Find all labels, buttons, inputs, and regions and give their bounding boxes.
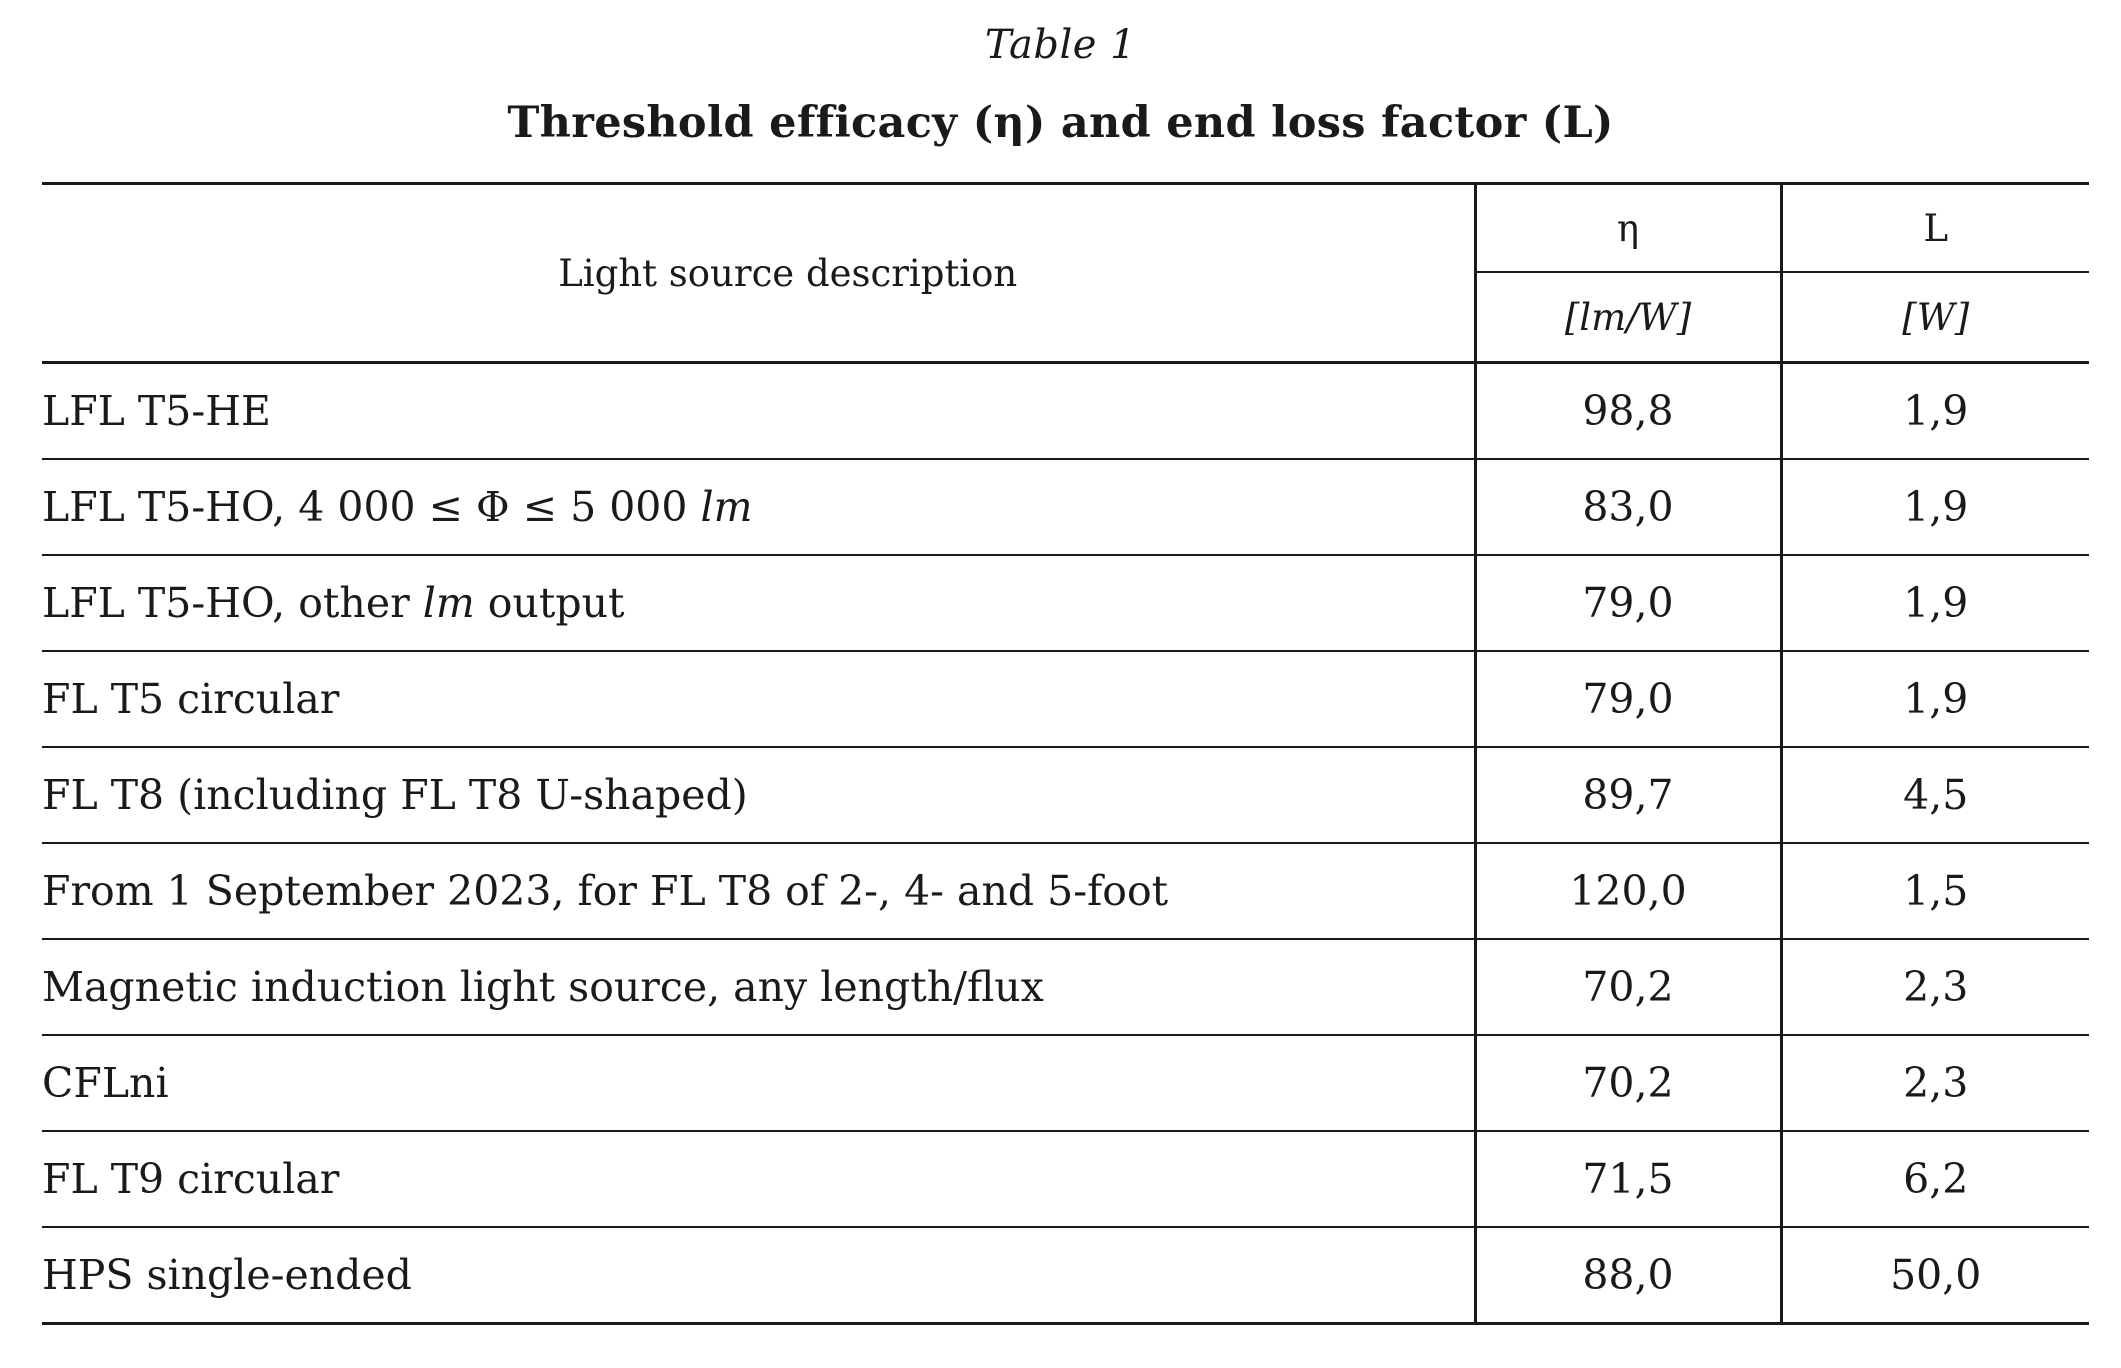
row-l-value: 1,9 xyxy=(1781,651,2089,747)
row-eta-value: 79,0 xyxy=(1475,651,1781,747)
row-eta-value: 79,0 xyxy=(1475,555,1781,651)
row-eta-value: 120,0 xyxy=(1475,843,1781,939)
row-description: From 1 September 2023, for FL T8 of 2-, 4- and 5-foot xyxy=(42,843,1475,939)
row-description-text: LFL T5-HO, 4 000 ≤ Φ ≤ 5 000 xyxy=(42,483,701,531)
row-eta-value: 89,7 xyxy=(1475,747,1781,843)
table-row xyxy=(42,459,2089,555)
header-eta-symbol: η xyxy=(1475,184,1781,273)
row-l-value: 1,9 xyxy=(1781,363,2089,460)
row-l-value: 1,9 xyxy=(1781,459,2089,555)
row-eta-value: 83,0 xyxy=(1475,459,1781,555)
row-l-value: 50,0 xyxy=(1781,1227,2089,1324)
table-row xyxy=(42,939,2089,1035)
table-row xyxy=(42,1227,2089,1324)
row-description-unit: lm xyxy=(700,483,753,531)
row-description: Magnetic induction light source, any length/flux xyxy=(42,939,1475,1035)
table-row xyxy=(42,363,2089,460)
table-row xyxy=(42,555,2089,651)
row-l-value: 4,5 xyxy=(1781,747,2089,843)
row-description-suffix: output xyxy=(474,579,625,627)
row-l-value: 1,9 xyxy=(1781,555,2089,651)
row-description xyxy=(42,555,1475,651)
header-description: Light source description xyxy=(42,184,1475,363)
row-eta-value: 70,2 xyxy=(1475,939,1781,1035)
table-number: Table 1 xyxy=(984,22,1137,68)
table-row xyxy=(42,651,2089,747)
row-description-text: LFL T5-HO, other xyxy=(42,579,423,627)
row-description: CFLni xyxy=(42,1035,1475,1131)
table-row xyxy=(42,1131,2089,1227)
row-description: HPS single-ended xyxy=(42,1227,1475,1324)
table-title: Threshold efficacy (η) and end loss factor (L) xyxy=(507,98,1614,148)
row-description: LFL T5-HE xyxy=(42,363,1475,460)
table-row xyxy=(42,747,2089,843)
header-l-unit: [W] xyxy=(1781,272,2089,363)
header-eta-unit: [lm/W] xyxy=(1475,272,1781,363)
row-description xyxy=(42,459,1475,555)
row-l-value: 1,5 xyxy=(1781,843,2089,939)
row-eta-value: 88,0 xyxy=(1475,1227,1781,1324)
row-eta-value: 98,8 xyxy=(1475,363,1781,460)
row-eta-value: 70,2 xyxy=(1475,1035,1781,1131)
header-l-symbol: L xyxy=(1781,184,2089,273)
row-eta-value: 71,5 xyxy=(1475,1131,1781,1227)
row-l-value: 2,3 xyxy=(1781,939,2089,1035)
row-l-value: 6,2 xyxy=(1781,1131,2089,1227)
efficacy-table xyxy=(42,182,2089,1325)
header-row-symbols xyxy=(42,184,2089,273)
row-description: FL T9 circular xyxy=(42,1131,1475,1227)
row-l-value: 2,3 xyxy=(1781,1035,2089,1131)
row-description: FL T8 (including FL T8 U-shaped) xyxy=(42,747,1475,843)
table-row xyxy=(42,1035,2089,1131)
row-description-unit: lm xyxy=(422,579,475,627)
table-row xyxy=(42,843,2089,939)
row-description: FL T5 circular xyxy=(42,651,1475,747)
